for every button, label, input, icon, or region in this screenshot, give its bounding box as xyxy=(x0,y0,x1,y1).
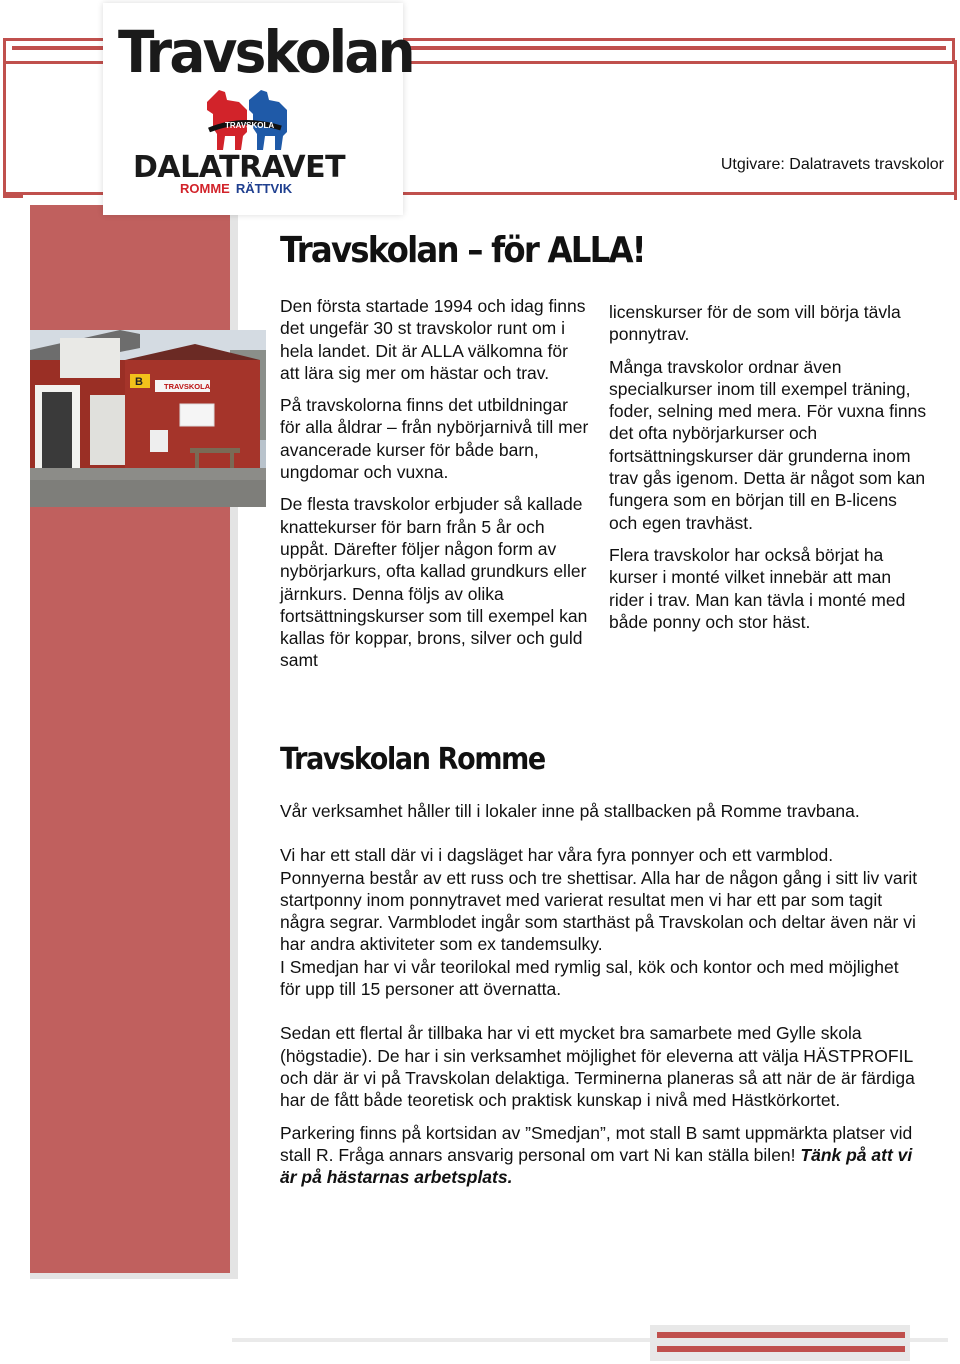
horse-sign-label: TRAVSKOLA xyxy=(225,121,275,130)
paragraph: Vår verksamhet håller till i lokaler inne på stallbacken på Romme travbana. xyxy=(280,801,860,821)
logo-place-romme: ROMME xyxy=(180,181,230,196)
paragraph: licenskurser för de som vill börja tävla ponnytrav. xyxy=(609,302,901,345)
photo-letter: B xyxy=(135,376,143,388)
section-body xyxy=(280,800,920,1210)
parking-text: Parkering finns på kortsidan av ”Smedjan”, mot stall B samt uppmärkta platser vid stall R. Fråga annars ansvarig personal om vart Ni kan ställa bilen! xyxy=(280,1122,913,1165)
paragraph: På travskolorna finns det utbildningar för alla åldrar – från nybörjarnivå till mer avancerade kurser för både barn, ungdomar och vuxna. xyxy=(280,395,589,483)
header-frame-right xyxy=(954,60,957,200)
article-title: Travskolan – för ALLA! xyxy=(280,230,645,271)
footer-bar xyxy=(657,1332,905,1338)
section-title: Travskolan Romme xyxy=(280,742,545,777)
logo-place-rattvik: RÄTTVIK xyxy=(235,181,293,196)
paragraph: Vi har ett stall där vi i dagsläget har våra fyra ponnyer och ett varmblod. Ponnyerna består av ett russ och tre shettisar. Alla har de någon gång i sitt liv varit startponny inom ponnytravet med varierat resultat men vi har ett par som tagit några segrar. Varmblodet ingår som starthäst på Travskolan och deltar även när vi har andra aktiviteter som ex tandemsulky. xyxy=(280,845,918,955)
paragraph: De flesta travskolor erbjuder så kallade knattekurser för barn från 5 år och uppåt. Därefter följer någon form av nybörjarkurs, ofta kallad grundkurs eller järnkurs. Denna följs av olika fortsättningskurser som till exempel kan kallas för koppar, brons, silver och guld samt xyxy=(280,494,588,671)
article-column-1 xyxy=(280,295,590,682)
paragraph xyxy=(280,1122,920,1189)
header-frame-left xyxy=(3,38,23,198)
sidebar-shadow-bottom xyxy=(30,1273,238,1279)
article-column-2 xyxy=(609,301,929,643)
paragraph: Den första startade 1994 och idag finns det ungefär 30 st travskolor runt om i hela landet. Dit är ALLA välkomna för att lära sig mer om hästar och trav. xyxy=(280,296,586,383)
building-photo xyxy=(30,330,266,507)
footer-box xyxy=(650,1325,910,1361)
logo-name: DALATRAVET xyxy=(133,150,346,185)
paragraph: Många travskolor ordnar även specialkurser inom till exempel träning, foder, selning med mera. För vuxna finns det ofta nybörjarkurser och fortsättningskurser där grunderna inom trav gås igenom. Detta är något som kan fungera som en början till en B-licens och egen travhäst. xyxy=(609,356,927,533)
logo-places xyxy=(180,181,292,196)
paragraph: Sedan ett flertal år tillbaka har vi ett mycket bra samarbete med Gylle skola (högstadie). De har i sin verksamhet möjlighet för eleverna att välja HÄSTPROFIL och där är vi på Travskolan delaktiga. Terminerna planeras så att när de är färdiga har de fått både teoretisk och praktisk kunskap i nivå med Hästkörkortet. xyxy=(280,1023,915,1111)
paragraph: I Smedjan har vi vår teorilokal med rymlig sal, kök och kontor och med möjlighet för upp till 15 personer att övernatta. xyxy=(280,956,899,1000)
footer-bar xyxy=(657,1346,905,1352)
publisher: Utgivare: Dalatravets travskolor xyxy=(720,156,944,173)
photo-sign: TRAVSKOLA xyxy=(164,382,211,391)
emphasis-text: Tänk på att vi är på hästarnas arbetsplats. xyxy=(280,1144,913,1188)
paragraph: Flera travskolor har också börjat ha kurser i monté vilket innebär att man rider i trav. Man kan tävla i monté med både ponny och stor häst. xyxy=(609,544,906,632)
logo-title: Travskolan xyxy=(118,18,413,86)
dala-horse-icon xyxy=(203,88,289,154)
